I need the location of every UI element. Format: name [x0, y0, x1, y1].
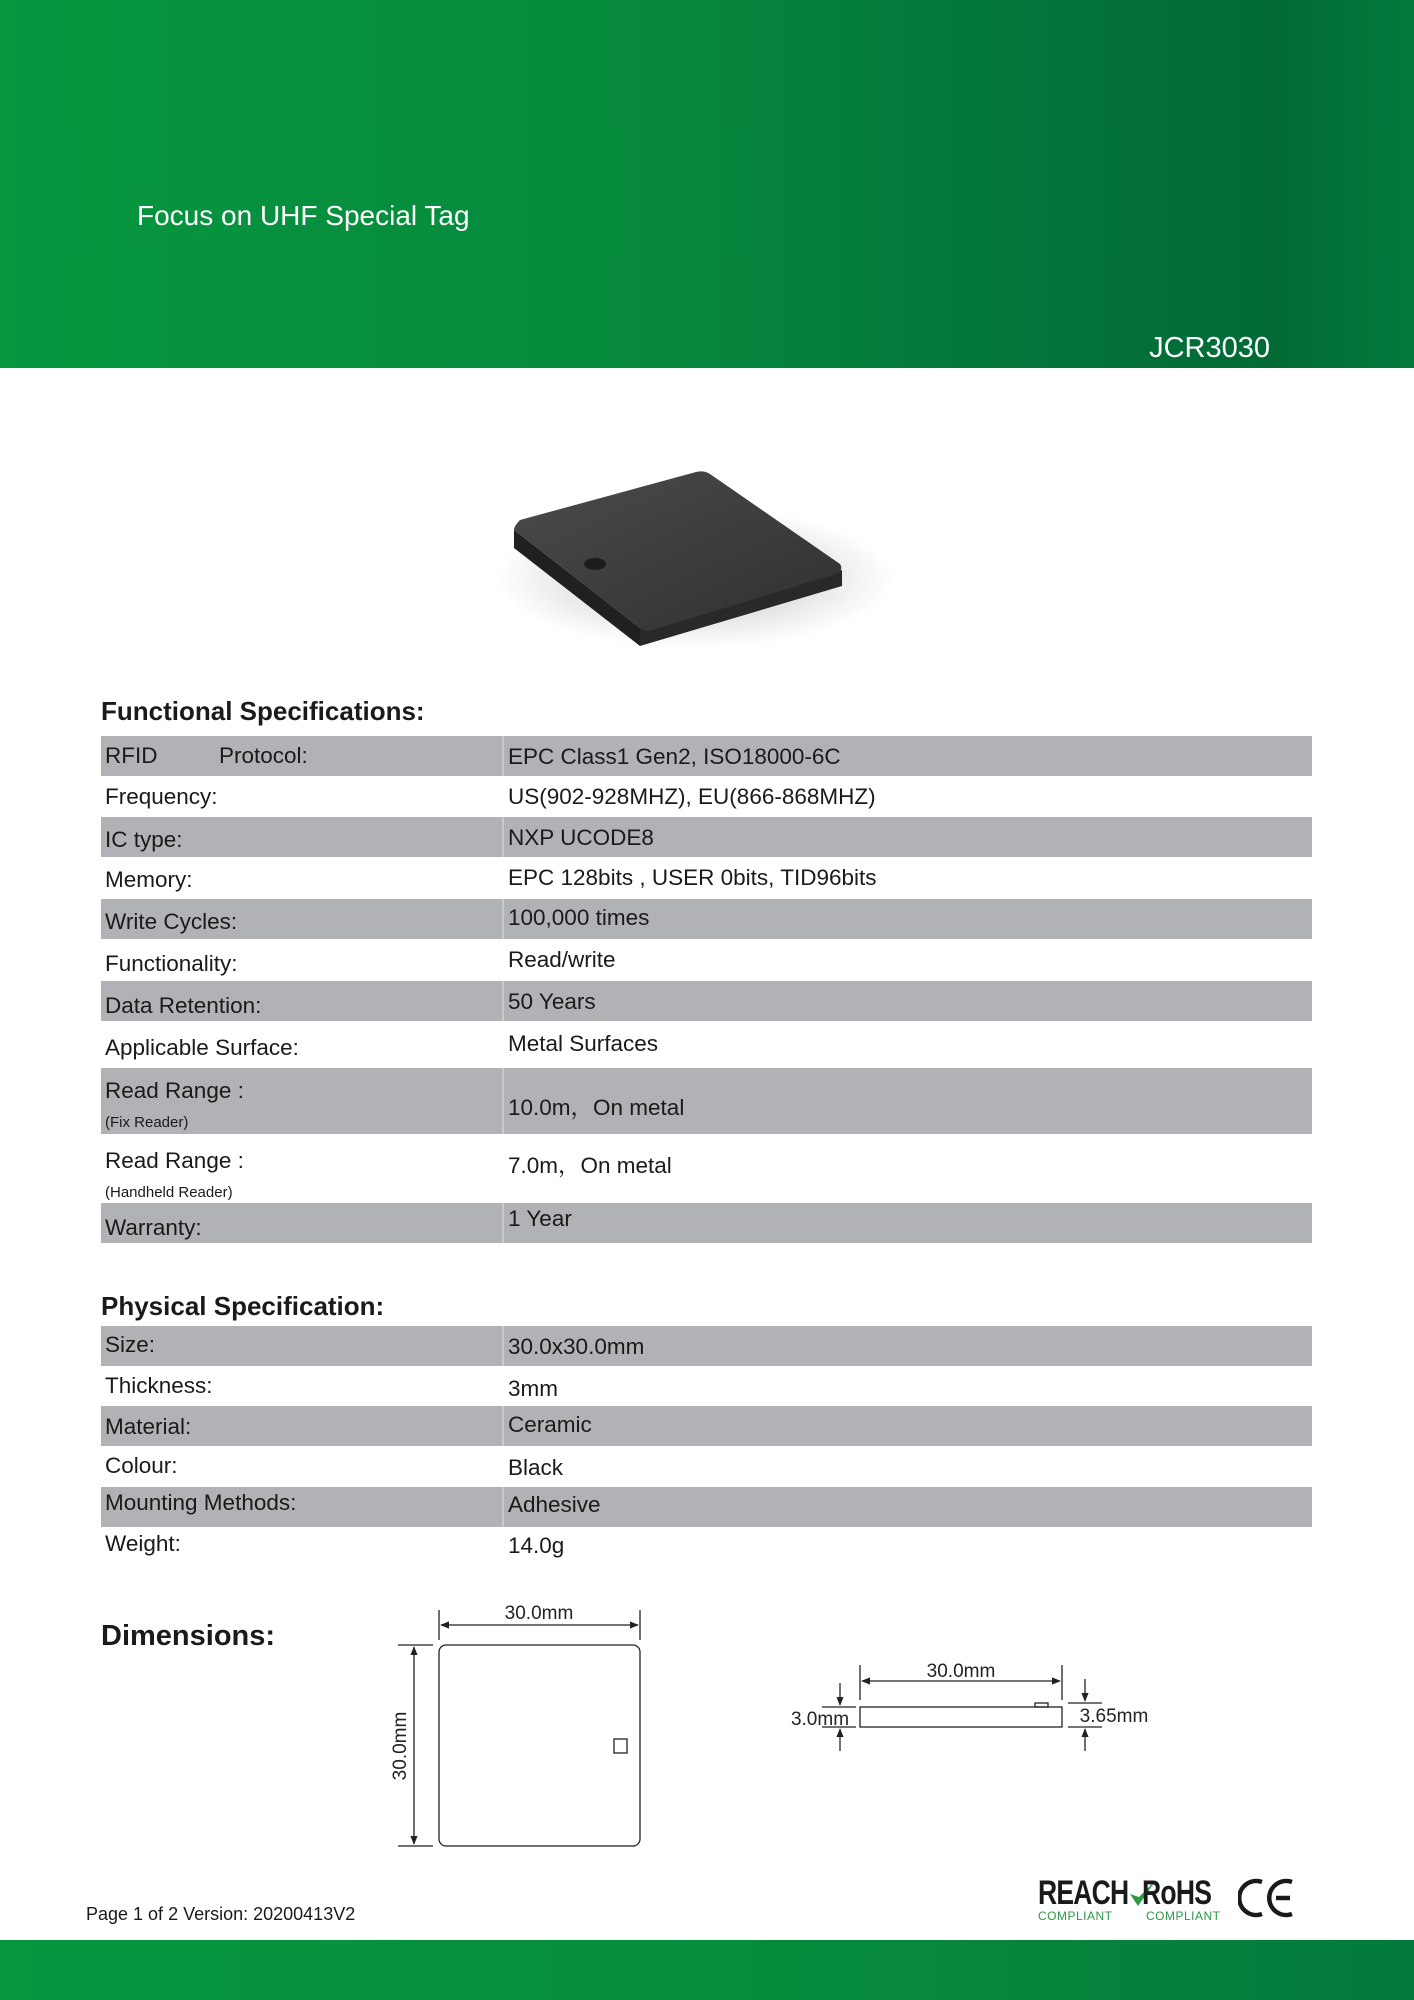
- spec-label: Material:: [105, 1414, 192, 1439]
- spec-value: Black: [508, 1455, 564, 1480]
- spec-value: EPC Class1 Gen2, ISO18000-6C: [508, 744, 841, 769]
- spec-row-applicable-surface: [101, 1021, 1312, 1068]
- spec-label: Read Range :: [105, 1078, 244, 1103]
- spec-label: Frequency:: [105, 784, 218, 809]
- spec-label: Data Retention:: [105, 993, 262, 1018]
- physical-spec-table: [101, 1326, 1312, 1567]
- spec-row-thickness: [101, 1366, 1312, 1406]
- side-total-label: 3.65mm: [1079, 1706, 1149, 1727]
- spec-value: 14.0g: [508, 1533, 565, 1558]
- spec-value: Adhesive: [508, 1492, 601, 1517]
- spec-label: Weight:: [105, 1531, 181, 1556]
- front-height-label: 30.0mm: [390, 1711, 411, 1781]
- header-banner: [0, 0, 1414, 368]
- spec-label: Mounting Methods:: [105, 1490, 297, 1515]
- spec-row-protocol: [101, 736, 1312, 776]
- spec-label: Read Range :: [105, 1148, 244, 1173]
- spec-value: EPC 128bits , USER 0bits, TID96bits: [508, 865, 877, 890]
- spec-value: US(902-928MHZ), EU(866-868MHZ): [508, 784, 876, 809]
- spec-value: Metal Surfaces: [508, 1031, 659, 1056]
- spec-row-data-retention: [101, 981, 1312, 1021]
- spec-value: Ceramic: [508, 1412, 592, 1437]
- spec-sublabel: (Fix Reader): [105, 1114, 189, 1131]
- spec-value: 3mm: [508, 1376, 558, 1401]
- footer-bar: [0, 1940, 1414, 2000]
- spec-label: IC type:: [105, 827, 183, 852]
- side-view-outline: [860, 1707, 1062, 1727]
- spec-row-colour: [101, 1446, 1312, 1487]
- spec-label: Colour:: [105, 1453, 178, 1478]
- dimensions-title: Dimensions:: [101, 1620, 276, 1652]
- spec-row-ic-type: [101, 817, 1312, 857]
- functional-spec-table: [101, 736, 1312, 1243]
- spec-label: Memory:: [105, 867, 193, 892]
- spec-label: Size:: [105, 1332, 156, 1357]
- spec-value: 30.0x30.0mm: [508, 1334, 645, 1359]
- spec-value: 1 Year: [508, 1206, 572, 1231]
- spec-row-functionality: [101, 939, 1312, 981]
- spec-label: Thickness:: [105, 1373, 213, 1398]
- spec-label: Functionality:: [105, 951, 238, 976]
- spec-row-material: [101, 1406, 1312, 1446]
- spec-row-size: [101, 1326, 1312, 1366]
- side-view-bump: [1035, 1703, 1048, 1707]
- ce-mark-icon: [1238, 1876, 1296, 1920]
- spec-value: Read/write: [508, 947, 616, 972]
- side-width-label: 30.0mm: [926, 1661, 996, 1682]
- rohs-logo-text: RoHS: [1142, 1874, 1212, 1912]
- physical-spec-title: Physical Specification:: [101, 1291, 385, 1321]
- spec-row-warranty: [101, 1203, 1312, 1243]
- spec-row-read-range-fix: [101, 1068, 1312, 1134]
- header-title: Focus on UHF Special Tag: [137, 200, 470, 231]
- spec-label: Write Cycles:: [105, 909, 238, 934]
- spec-value: 7.0m，On metal: [508, 1153, 672, 1178]
- spec-label: Protocol:: [219, 743, 308, 768]
- spec-label: Applicable Surface:: [105, 1035, 299, 1060]
- front-width-label: 30.0mm: [504, 1603, 574, 1624]
- spec-row-frequency: [101, 776, 1312, 817]
- spec-value: 100,000 times: [508, 905, 650, 930]
- spec-value: 50 Years: [508, 989, 596, 1014]
- reach-logo-sub: COMPLIANT: [1038, 1909, 1113, 1923]
- spec-row-read-range-handheld: [101, 1134, 1312, 1203]
- spec-row-memory: [101, 857, 1312, 899]
- model-number: JCR3030: [1149, 332, 1270, 364]
- spec-row-write-cycles: [101, 899, 1312, 939]
- front-view-notch: [614, 1739, 627, 1753]
- spec-label: RFID: [105, 743, 158, 768]
- page-version-info: Page 1 of 2 Version: 20200413V2: [86, 1904, 356, 1924]
- spec-row-mounting: [101, 1487, 1312, 1527]
- spec-label: Warranty:: [105, 1215, 202, 1240]
- spec-value: NXP UCODE8: [508, 825, 654, 850]
- rohs-logo: [1128, 1872, 1235, 1922]
- spec-row-weight: [101, 1527, 1312, 1567]
- reach-logo-text: REACH: [1038, 1874, 1129, 1912]
- product-photo: [490, 460, 900, 660]
- functional-spec-title: Functional Specifications:: [101, 696, 425, 726]
- front-view-outline: [439, 1645, 640, 1846]
- spec-sublabel: (Handheld Reader): [105, 1184, 233, 1201]
- side-thickness-label: 3.0mm: [790, 1709, 850, 1730]
- spec-value: 10.0m，On metal: [508, 1095, 685, 1120]
- rohs-logo-sub: COMPLIANT: [1146, 1909, 1221, 1923]
